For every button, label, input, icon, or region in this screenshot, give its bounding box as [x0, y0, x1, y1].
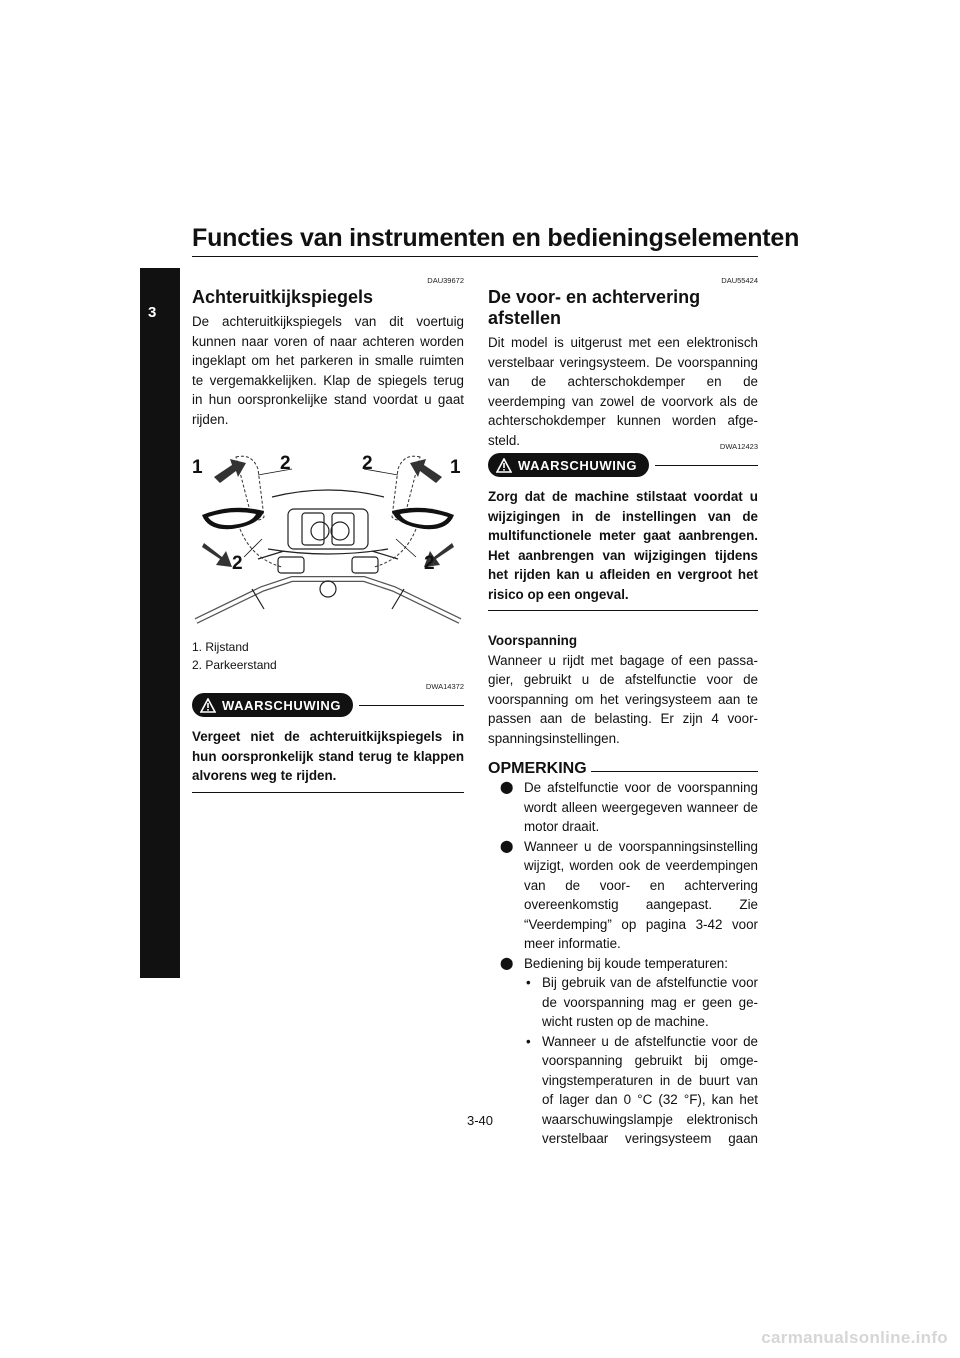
section-heading-mirrors: Achteruitkijkspiegels: [192, 287, 374, 307]
sub-bullet-icon: •: [526, 1033, 531, 1049]
figure-label: 2: [280, 453, 291, 474]
mirror-illustration: [192, 439, 464, 639]
figure-captions: [192, 639, 464, 674]
note-rule: [591, 771, 758, 772]
warning-code: DWA14372: [425, 682, 464, 691]
page-title: Functies van instrumenten en bedieningselementen: [192, 224, 800, 252]
figure-label: 2: [424, 553, 435, 574]
warning-badge: [192, 693, 353, 717]
list-item: [488, 837, 758, 954]
bullet-text: Wanneer u de voorspanningsinstelling wijzigt, worden ook de veerdempingen van de voor- en achtervering overeenkomstig aangepast. Zie “Veerdemping” op pagina 3-42 voor meer informatie.: [524, 838, 758, 951]
sub-bullet-text: Wanneer u de afstelfunctie voor de voorspanning gebruikt bij omgevingstemperaturen in de buurt van of lager dan 0 °C (32 °F), kan het waarschuwingslampje elektronisch verstelbaar veringsysteem gaan: [542, 1033, 758, 1146]
list-item: [488, 778, 758, 837]
page-number: 3-40: [466, 1113, 494, 1128]
warning-rule: [655, 465, 758, 466]
caption-item: 2. Parkeerstand: [192, 657, 277, 672]
bullet-text: De afstelfunctie voor de voorspanning wordt alleen weergegeven wanneer de motor draait.: [524, 780, 758, 834]
warning-end-rule: [192, 792, 464, 793]
chapter-tab: [140, 268, 180, 978]
figure-label: 2: [232, 553, 243, 574]
warning-header: [192, 691, 464, 719]
warning-text: Zorg dat de machine stilstaat voordat u wijzigingen in de instellingen van de multifunctionele meter gaat aanbrengen. Het aanbrengen van wijzigingen tijdens het rijden kan u afleiden en vergroot het risico op een ongeval.: [488, 489, 758, 602]
watermark-text: carmanualsonline.info: [761, 1328, 948, 1347]
section-code: DAU39672: [427, 276, 464, 285]
left-column: [192, 276, 464, 793]
sub-list-item: [524, 973, 758, 1032]
right-column: [488, 276, 758, 1149]
sub-bullet-icon: •: [526, 975, 531, 990]
section-heading-suspension: De voor- en achtervering afstellen: [488, 287, 701, 328]
note-label: OPMERKING: [488, 760, 587, 777]
bullet-text: Bediening bij koude temperaturen:: [524, 955, 728, 971]
mirrors-paragraph: De achteruitkijkspiegels van dit voertuig kunnen naar voren of naar achteren worden ingeklapt om het parkeren in smalle ruimten te vergemakkelijken. Klap de spiegels terug in hun oorspronkelijke stand voordat u gaat rijden.: [192, 314, 464, 427]
note-header: [488, 760, 758, 778]
warning-label: WAARSCHUWING: [518, 457, 638, 473]
suspension-paragraph: Dit model is uitgerust met een elektronisch verstelbaar veringsysteem. De voorspanning van de achterschokdemper en de veerdemping van zowel de voorvork als de achterschokdemper kunnen worden afgesteld.: [488, 335, 758, 448]
chapter-number: 3: [148, 304, 157, 321]
warning-header: [488, 451, 758, 479]
warning-code: DWA12423: [719, 442, 758, 451]
title-rule: [192, 256, 758, 257]
section-code: DAU55424: [721, 276, 758, 285]
warning-badge: [488, 453, 649, 477]
warning-label: WAARSCHUWING: [222, 697, 342, 713]
bullet-icon: ⬤: [500, 955, 514, 970]
sub-heading-preload: Voorspanning: [488, 633, 578, 648]
sub-bullet-text: Bij gebruik van de afstelfunctie voor de voorspanning mag er geen gewicht rusten op de machine.: [542, 975, 758, 1029]
figure-label: 1: [450, 457, 461, 478]
warning-text: Vergeet niet de achteruitkijkspiegels in hun oorspronkelijk stand terug te klappen alvorens weg te rijden.: [192, 729, 464, 783]
warning-end-rule: [488, 610, 758, 611]
figure-label: 1: [192, 457, 203, 478]
caption-item: 1. Rijstand: [192, 640, 249, 654]
warning-triangle-icon: [496, 458, 512, 473]
bullet-icon: ⬤: [500, 780, 514, 794]
list-item: [488, 954, 758, 974]
bullet-icon: ⬤: [500, 838, 514, 853]
preload-paragraph: Wanneer u rijdt met bagage of een passagier, gebruikt u de afstelfunctie voor de voorspanning om het veringsysteem aan te passen aan de belasting. Er zijn 4 voorspanningsinstellingen.: [488, 652, 758, 746]
warning-rule: [359, 705, 464, 706]
figure-label: 2: [362, 453, 373, 474]
warning-triangle-icon: [200, 698, 216, 713]
sub-list-item: [524, 1032, 758, 1149]
